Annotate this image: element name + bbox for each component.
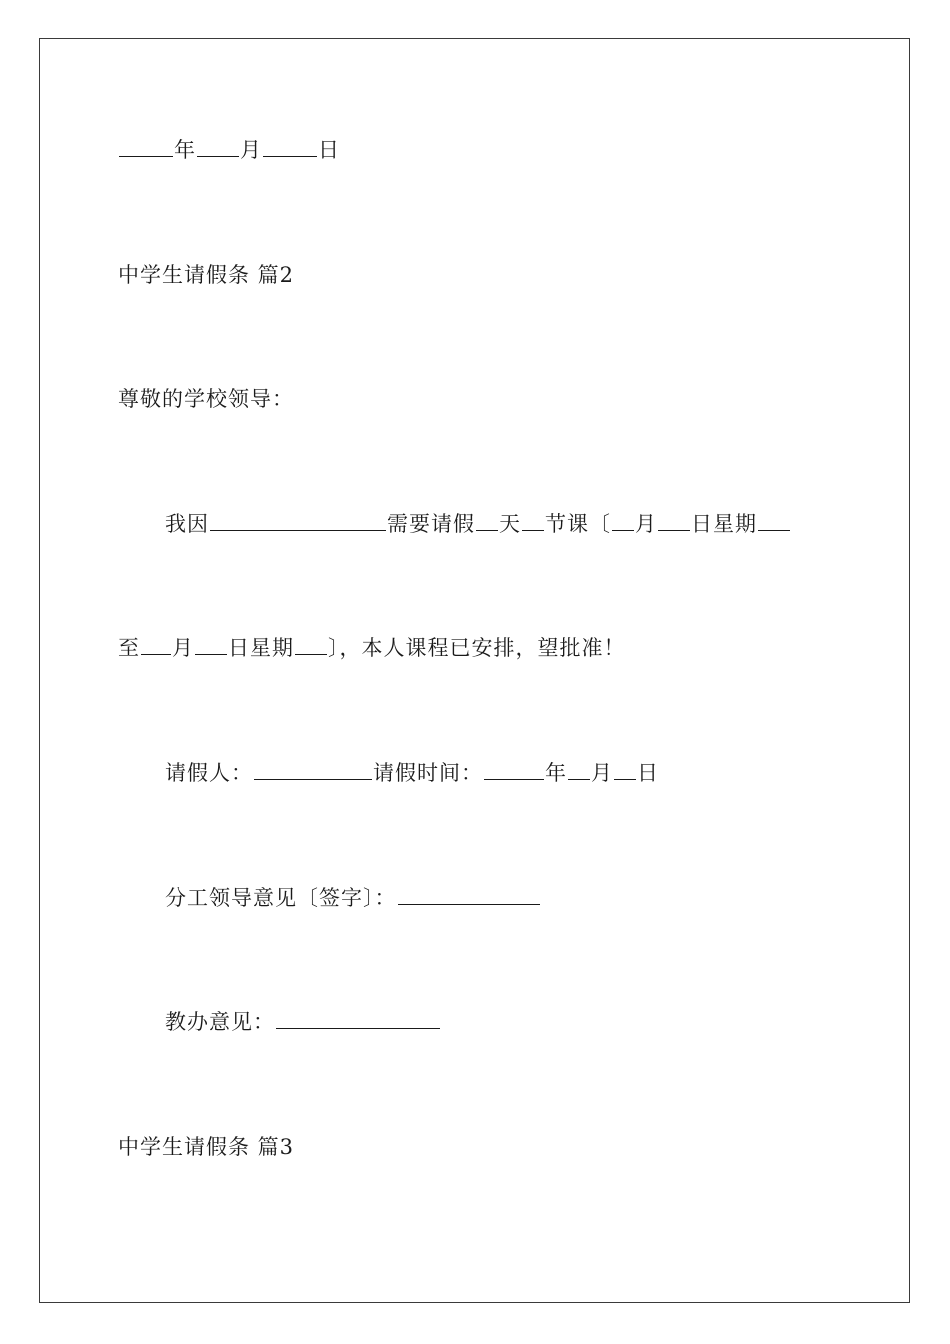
leave-day-blank bbox=[614, 759, 636, 780]
from-weekday-blank bbox=[758, 510, 790, 531]
applicant-label: 请假人： bbox=[165, 761, 253, 785]
page-frame bbox=[39, 38, 910, 1303]
body1-part6: 日星期 bbox=[691, 512, 757, 536]
salutation: 尊敬的学校领导： bbox=[118, 387, 294, 411]
time-label: 请假时间： bbox=[373, 761, 483, 785]
office-opinion-blank bbox=[276, 1008, 440, 1029]
date-line bbox=[118, 136, 340, 164]
section2-heading: 中学生请假条 篇2 bbox=[118, 263, 295, 287]
leader-opinion-line bbox=[165, 884, 541, 912]
leave-month-blank bbox=[568, 759, 590, 780]
from-day-blank bbox=[658, 510, 690, 531]
day-label: 日 bbox=[318, 138, 340, 162]
body2-part2: 月 bbox=[172, 636, 194, 660]
leave-year-blank bbox=[484, 759, 544, 780]
month-blank bbox=[197, 136, 239, 157]
applicant-blank bbox=[254, 759, 372, 780]
body-line-2 bbox=[118, 634, 626, 662]
section3-heading: 中学生请假条 篇3 bbox=[118, 1135, 295, 1159]
leave-year-label: 年 bbox=[545, 761, 567, 785]
year-blank bbox=[119, 136, 173, 157]
leader-opinion-blank bbox=[398, 884, 540, 905]
body-line-1 bbox=[165, 510, 791, 538]
body2-part4: 〕，本人课程已安排，望批准！ bbox=[328, 636, 626, 660]
days-blank bbox=[476, 510, 498, 531]
leave-month-label: 月 bbox=[591, 761, 613, 785]
month-label: 月 bbox=[240, 138, 262, 162]
leave-day-label: 日 bbox=[637, 761, 659, 785]
office-opinion-label: 教办意见： bbox=[165, 1010, 275, 1034]
body1-part1: 我因 bbox=[165, 512, 209, 536]
day-blank bbox=[263, 136, 317, 157]
applicant-line bbox=[165, 759, 659, 787]
leader-opinion-label: 分工领导意见〔签字〕： bbox=[165, 886, 397, 910]
body1-part5: 月 bbox=[635, 512, 657, 536]
to-day-blank bbox=[195, 634, 227, 655]
year-label: 年 bbox=[174, 138, 196, 162]
body1-part3: 天 bbox=[499, 512, 521, 536]
body2-part3: 日星期 bbox=[228, 636, 294, 660]
to-weekday-blank bbox=[295, 634, 327, 655]
body1-part4: 节课〔 bbox=[545, 512, 611, 536]
reason-blank bbox=[210, 510, 386, 531]
body1-part2: 需要请假 bbox=[387, 512, 475, 536]
to-month-blank bbox=[141, 634, 171, 655]
from-month-blank bbox=[612, 510, 634, 531]
periods-blank bbox=[522, 510, 544, 531]
body2-part1: 至 bbox=[118, 636, 140, 660]
office-opinion-line bbox=[165, 1008, 441, 1036]
